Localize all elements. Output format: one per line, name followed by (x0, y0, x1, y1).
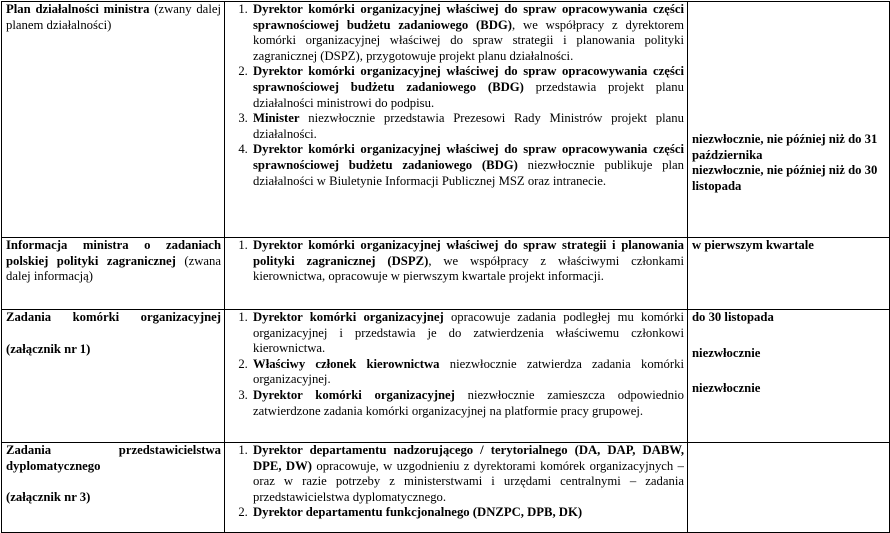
step-actor: Minister (253, 111, 300, 126)
row-title-cell (2, 2, 225, 238)
deadline-cell (688, 2, 890, 238)
list-item (251, 111, 684, 142)
deadline: niezwłocznie, nie później niż do 31 października (692, 132, 878, 162)
row-title-wrap (6, 310, 221, 326)
table-row (2, 238, 890, 310)
deadline: niezwłocznie, nie później niż do 30 listopada (692, 163, 878, 193)
row-title: Zadania komórki organizacyjnej (6, 310, 221, 324)
list-item (251, 443, 684, 505)
list-item (251, 505, 684, 521)
deadline-cell (688, 310, 890, 443)
steps-cell (225, 238, 688, 310)
step-text: opracowuje zadania podległej mu komórki organizacyjnej i przedstawia je do zatwierdzenia właściwemu członkowi kierownictwa. (253, 310, 684, 356)
list-item (251, 310, 684, 357)
steps-cell (225, 310, 688, 443)
table-row (2, 2, 890, 238)
steps-list (229, 310, 684, 419)
steps-list (229, 238, 684, 285)
deadline: do 30 listopada (692, 310, 774, 324)
step-text: , we współpracy z dyrektorem komórki organizacyjnej właściwej do spraw strategii i planowania polityki zagranicznej (DSPZ), przygotowuje projekt planu działalności. (253, 17, 684, 63)
deadline-cell (688, 443, 890, 533)
step-actor: Dyrektor komórki organizacyjnej (253, 387, 455, 402)
steps-list (229, 2, 684, 189)
row-title-wrap (6, 443, 221, 474)
steps-list (229, 443, 684, 521)
procedure-table (1, 1, 890, 533)
table-row (2, 310, 890, 443)
annex-label: (załącznik nr 3) (6, 490, 91, 505)
list-item (251, 357, 684, 388)
step-actor: Dyrektor departamentu funkcjonalnego (DNZPC, DPB, DK) (253, 505, 583, 520)
step-text: niezwłocznie zamieszcza odpowiednio zatwierdzone zadania komórki organizacyjnej na platformie pracy grupowej. (253, 387, 684, 418)
list-item (251, 238, 684, 285)
step-text: niezwłocznie zatwierdza zadania komórki organizacyjnej. (253, 356, 684, 387)
row-title-cell (2, 443, 225, 533)
row-title: Plan działalności ministra (6, 2, 150, 16)
deadline: w pierwszym kwartale (692, 238, 814, 252)
row-title-note: (zwany dalej planem działalności) (6, 2, 221, 32)
step-actor: Dyrektor departamentu nadzorującego / terytorialnego (DA, DAP, DABW, DPE, DW) (253, 443, 684, 473)
step-actor: Dyrektor komórki organizacyjnej (253, 310, 444, 324)
deadline: niezwłocznie (692, 345, 761, 360)
deadline-cell (688, 238, 890, 310)
steps-cell (225, 443, 688, 533)
step-text: niezwłocznie przedstawia Prezesowi Rady Ministrów projekt planu działalności. (253, 111, 684, 141)
table-row (2, 443, 890, 533)
step-text: niezwłocznie publikuje plan działalności w Biuletynie Informacji Publicznej MSZ oraz intranecie. (253, 157, 684, 188)
deadline-spacer (692, 2, 886, 132)
row-title-cell (2, 238, 225, 310)
annex-label: (załącznik nr 1) (6, 341, 91, 356)
steps-cell (225, 2, 688, 238)
step-text: , we współpracy z właściwymi członkami kierownictwa, opracowuje w pierwszym kwartale projekt informacji. (253, 253, 684, 284)
row-title-cell (2, 310, 225, 443)
step-actor: Dyrektor komórki organizacyjnej właściwej do spraw opracowywania części sprawnościowej budżetu zadaniowego (BDG) (253, 2, 684, 32)
list-item (251, 64, 684, 111)
list-item (251, 2, 684, 64)
list-item (251, 142, 684, 189)
deadline: niezwłocznie (692, 381, 761, 396)
step-actor: Dyrektor komórki organizacyjnej właściwej do spraw opracowywania części sprawnościowej budżetu zadaniowego (BDG) (253, 142, 684, 172)
list-item (251, 388, 684, 419)
step-text: przedstawia projekt planu działalności ministrowi do podpisu. (253, 79, 684, 110)
step-actor: Dyrektor komórki organizacyjnej właściwej do spraw strategii i planowania polityki zagranicznej (DSPZ) (253, 238, 684, 268)
row-title: Informacja ministra o zadaniach polskiej polityki zagranicznej (6, 238, 221, 268)
row-title-note: (zwana dalej informacją) (6, 253, 221, 284)
row-title: Zadania przedstawicielstwa dyplomatycznego (6, 443, 221, 473)
step-actor: Właściwy członek kierownictwa (253, 356, 440, 371)
step-actor: Dyrektor komórki organizacyjnej właściwej do spraw opracowywania części sprawnościowej budżetu zadaniowego (BDG) (253, 64, 684, 94)
step-text: opracowuje, w uzgodnieniu z dyrektorami komórek organizacyjnych – oraz w razie potrzeby z ministerstwami i urzędami centralnymi – zadania przedstawicielstwa dyplomatycznego. (253, 458, 684, 504)
